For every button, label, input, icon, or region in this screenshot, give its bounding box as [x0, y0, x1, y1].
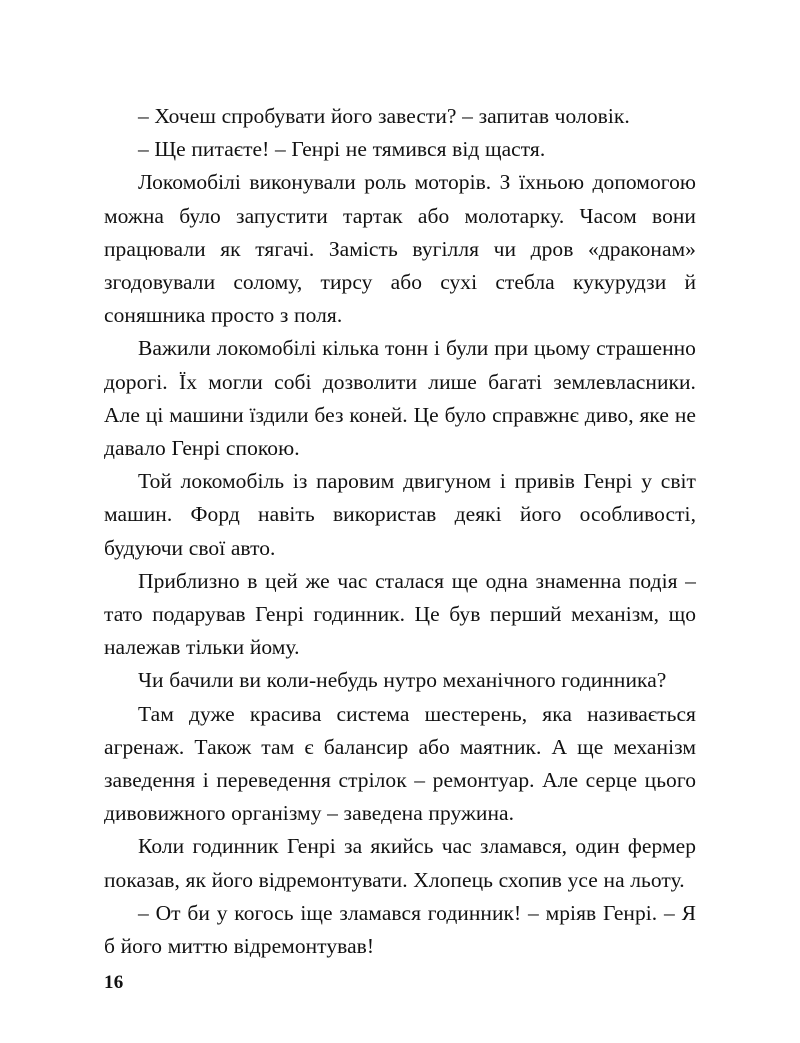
paragraph: Там дуже красива система шестерень, яка називається агренаж. Також там є балансир або маятник. А ще механізм заведення і переведення стрілок – ремонтуар. Але серце цього дивовижного організму – заведена пружина.	[104, 701, 696, 826]
paragraph: – От би у когось іще зламався годинник! – мріяв Генрі. – Я б його миттю відремонтував!	[104, 900, 696, 959]
paragraph: Той локомобіль із паровим двигуном і привів Генрі у світ машин. Форд навіть використав деякі його особливості, будуючи свої авто.	[104, 469, 696, 560]
body-text-column	[104, 100, 696, 963]
paragraph: Приблизно в цей же час сталася ще одна знаменна подія – тато подарував Генрі годинник. Це був перший механізм, що належав тільки йому.	[104, 568, 696, 660]
paragraph: Важили локомобілі кілька тонн і були при цьому страшенно дорогі. Їх могли собі дозволити лише багаті землевласники. Але ці машини їздили без коней. Це було справжнє диво, яке не давало Генрі спокою.	[104, 336, 696, 461]
page-number: 16	[104, 972, 124, 993]
paragraph: – Хочеш спробувати його завести? – запитав чоловік.	[138, 104, 630, 128]
paragraph: Чи бачили ви коли-небудь нутро механічного годинника?	[138, 668, 667, 693]
paragraph: Локомобілі виконували роль моторів. З їхньою допомогою можна було запустити тартак або молотарку. Часом вони працювали як тягачі. Замість вугілля чи дров «драконам» згодовували солому, тирсу або сухі стебла кукурудзи й соняшника просто з поля.	[104, 170, 696, 328]
paragraph: Коли годинник Генрі за якийсь час зламався, один фермер показав, як його відремонтувати. Хлопець схопив усе на льоту.	[104, 834, 696, 892]
paragraph: – Ще питаєте! – Генрі не тямився від щастя.	[138, 137, 546, 162]
